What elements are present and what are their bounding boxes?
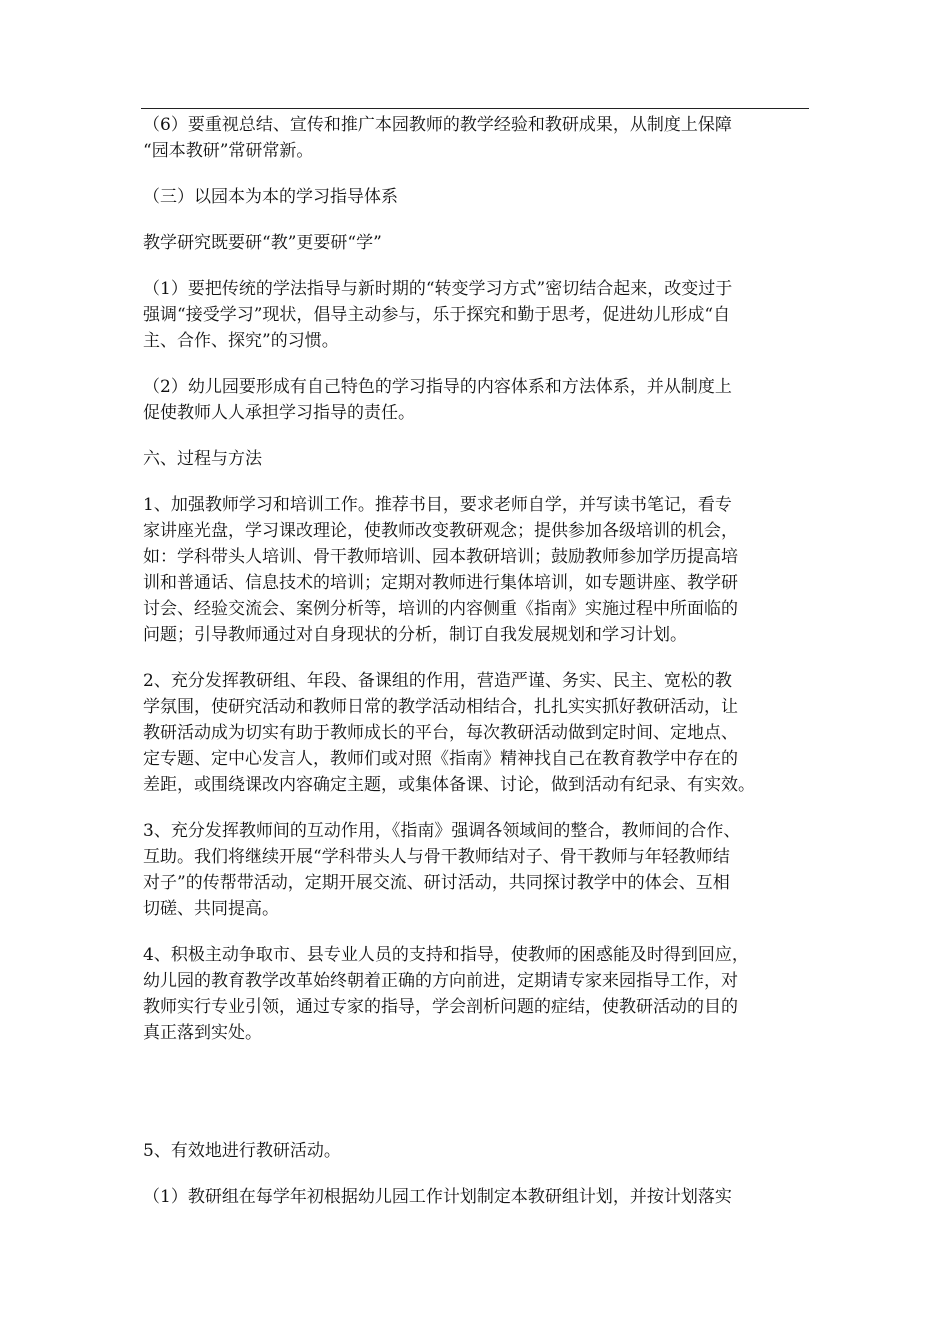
paragraph-line: 1、加强教师学习和培训工作。推荐书目，要求老师自学，并写读书笔记，看专 bbox=[143, 495, 732, 515]
paragraph-line: 主、合作、探究”的习惯。 bbox=[143, 331, 339, 351]
paragraph-item-4 bbox=[143, 942, 813, 1046]
paragraph-line: 教研活动成为切实有助于教师成长的平台，每次教研活动做到定时间、定地点、 bbox=[143, 723, 738, 743]
paragraph-item-5-1 bbox=[143, 1184, 813, 1210]
paragraph-line: 训和普通话、信息技术的培训；定期对教师进行集体培训，如专题讲座、教学研 bbox=[143, 573, 738, 593]
paragraph-line: 六、过程与方法 bbox=[143, 449, 262, 469]
paragraph-line: 幼儿园的教育教学改革始终朝着正确的方向前进，定期请专家来园指导工作，对 bbox=[143, 971, 738, 991]
paragraph-item-3 bbox=[143, 818, 813, 922]
paragraph-line: 定专题、定中心发言人，教师们或对照《指南》精神找自己在教育教学中存在的 bbox=[143, 749, 738, 769]
paragraph-section-6 bbox=[143, 446, 813, 472]
header-rule bbox=[141, 108, 809, 109]
paragraph-line: 对子”的传帮带活动，定期开展交流、研讨活动，共同探讨教学中的体会、互相 bbox=[143, 873, 730, 893]
paragraph-p1 bbox=[143, 276, 813, 354]
paragraph-line: （三）以园本为本的学习指导体系 bbox=[143, 187, 398, 207]
paragraph-item-1 bbox=[143, 492, 813, 648]
paragraph-item-5 bbox=[143, 1138, 813, 1164]
paragraph-line: 强调“接受学习”现状，倡导主动参与，乐于探究和勤于思考，促进幼儿形成“自 bbox=[143, 305, 731, 325]
text-block-main bbox=[143, 112, 813, 1046]
paragraph-line: 4、积极主动争取市、县专业人员的支持和指导，使教师的困惑能及时得到回应， bbox=[143, 945, 749, 965]
paragraph-line: （6）要重视总结、宣传和推广本园教师的教学经验和教研成果，从制度上保障 bbox=[143, 115, 732, 135]
paragraph-line: 家讲座光盘，学习课改理论，使教师改变教研观念；提供参加各级培训的机会， bbox=[143, 521, 738, 541]
paragraph-line: 3、充分发挥教师间的互动作用，《指南》强调各领域间的整合，教师间的合作、 bbox=[143, 821, 741, 841]
text-block-continued bbox=[143, 1138, 813, 1210]
paragraph-section-3 bbox=[143, 184, 813, 210]
paragraph-line: （1）要把传统的学法指导与新时期的“转变学习方式”密切结合起来，改变过于 bbox=[143, 279, 733, 299]
paragraph-line: 讨会、经验交流会、案例分析等，培训的内容侧重《指南》实施过程中所面临的 bbox=[143, 599, 738, 619]
paragraph-line: 5、有效地进行教研活动。 bbox=[143, 1141, 341, 1161]
paragraph-line: 互助。我们将继续开展“学科带头人与骨干教师结对子、骨干教师与年轻教师结 bbox=[143, 847, 730, 867]
paragraph-teach-learn bbox=[143, 230, 813, 256]
paragraph-line: 促使教师人人承担学习指导的责任。 bbox=[143, 403, 415, 423]
paragraph-line: 问题；引导教师通过对自身现状的分析，制订自我发展规划和学习计划。 bbox=[143, 625, 687, 645]
paragraph-p6 bbox=[143, 112, 813, 164]
document-body bbox=[143, 112, 813, 1230]
paragraph-line: 学氛围，使研究活动和教师日常的教学活动相结合，扎扎实实抓好教研活动，让 bbox=[143, 697, 738, 717]
paragraph-line: 差距，或围绕课改内容确定主题，或集体备课、讨论，做到活动有纪录、有实效。 bbox=[143, 775, 755, 795]
blank-space bbox=[143, 1066, 813, 1138]
paragraph-item-2 bbox=[143, 668, 813, 798]
paragraph-line: 2、充分发挥教研组、年段、备课组的作用，营造严谨、务实、民主、宽松的教 bbox=[143, 671, 732, 691]
paragraph-line: 教学研究既要研“教”更要研“学” bbox=[143, 233, 382, 253]
paragraph-line: 教师实行专业引领，通过专家的指导，学会剖析问题的症结，使教研活动的目的 bbox=[143, 997, 738, 1017]
paragraph-line: 真正落到实处。 bbox=[143, 1023, 262, 1043]
paragraph-p2 bbox=[143, 374, 813, 426]
paragraph-line: （1）教研组在每学年初根据幼儿园工作计划制定本教研组计划，并按计划落实 bbox=[143, 1187, 732, 1207]
paragraph-line: “园本教研”常研常新。 bbox=[143, 141, 314, 161]
paragraph-line: 切磋、共同提高。 bbox=[143, 899, 279, 919]
paragraph-line: 如：学科带头人培训、骨干教师培训、园本教研培训；鼓励教师参加学历提高培 bbox=[143, 547, 738, 567]
paragraph-line: （2）幼儿园要形成有自己特色的学习指导的内容体系和方法体系，并从制度上 bbox=[143, 377, 732, 397]
